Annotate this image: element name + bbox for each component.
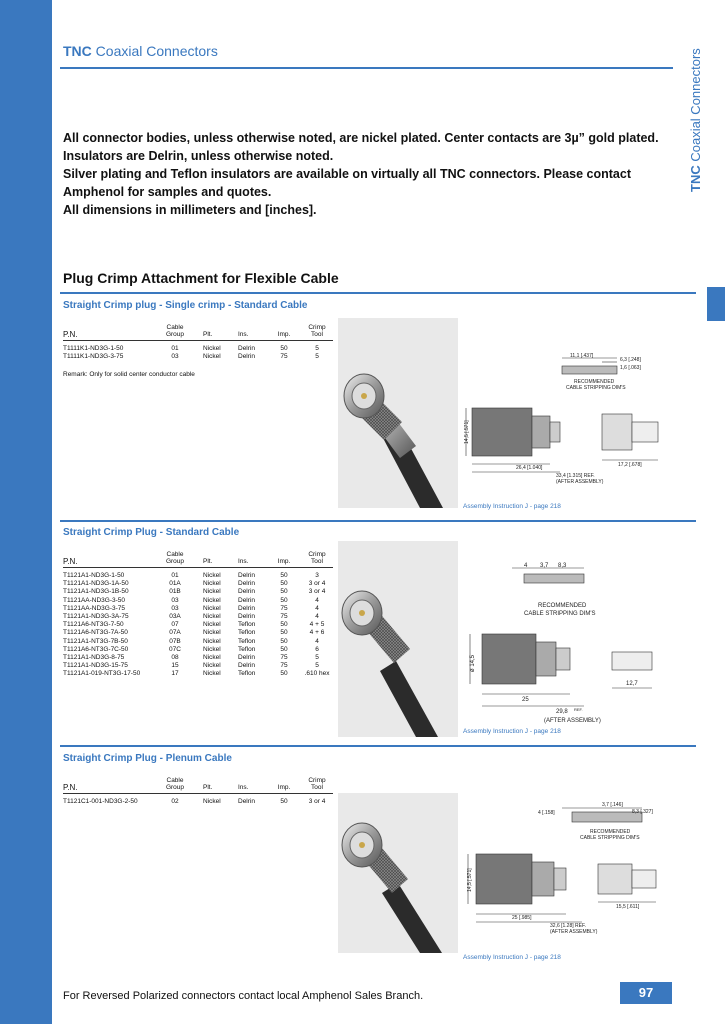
- cell-pn: T1121AA-ND3G-3-50: [63, 596, 126, 604]
- cell-pn: T1111K1-ND3G-1-50: [63, 345, 124, 352]
- col-plt: Plt.: [203, 331, 213, 338]
- cell-plating: Nickel: [203, 604, 221, 612]
- table-row: [63, 621, 333, 629]
- cell-plating: Nickel: [203, 588, 221, 596]
- col-crimp-tool: Crimp Tool: [308, 551, 326, 565]
- dim-label: RECOMMENDED: [538, 603, 587, 609]
- cell-impedance: 50: [280, 670, 288, 678]
- dim-label: 4 [.158]: [538, 810, 555, 816]
- dim-label: 3,7: [540, 563, 549, 569]
- dim-label: (AFTER ASSEMBLY): [556, 479, 604, 485]
- product-block-standard-cable: [63, 527, 333, 678]
- dim-label: 3,7 [.146]: [602, 802, 623, 808]
- cell-impedance: 50: [280, 580, 288, 588]
- cell-impedance: 50: [280, 596, 288, 604]
- block-title: Straight Crimp Plug - Standard Cable: [63, 527, 240, 538]
- section-title: Plug Crimp Attachment for Flexible Cable: [63, 270, 339, 286]
- col-imp: Imp.: [277, 558, 291, 565]
- dim-label: 8,3 [.327]: [632, 809, 653, 815]
- cell-impedance: 75: [280, 353, 288, 361]
- cell-pn: T1121AA-ND3G-3-75: [63, 604, 126, 612]
- cell-cable-group: 15: [171, 662, 179, 670]
- table-row: [63, 670, 333, 678]
- table-row: [63, 638, 333, 646]
- cell-impedance: 50: [280, 637, 288, 645]
- block-divider: [60, 745, 696, 747]
- product-photo-standard-cable: [338, 541, 458, 737]
- cell-plating: Nickel: [203, 621, 221, 629]
- cell-cable-group: 17: [171, 670, 179, 678]
- dimension-drawing-standard-cable: [462, 560, 672, 728]
- cell-plating: Nickel: [203, 629, 221, 637]
- cell-crimp-tool: 5: [315, 353, 319, 361]
- cell-plating: Nickel: [203, 670, 221, 678]
- assembly-instruction-link[interactable]: Assembly Instruction J - page 218: [463, 728, 561, 735]
- header-title-text: Coaxial Connectors: [95, 43, 218, 59]
- dim-label: 4: [524, 563, 528, 569]
- dim-label: 6,3 [.248]: [620, 357, 641, 363]
- dim-label: CABLE STRIPPING DIM'S: [580, 835, 640, 841]
- table-row: [63, 572, 333, 580]
- cell-plating: Nickel: [203, 637, 221, 645]
- table-header: [63, 542, 333, 568]
- cell-impedance: 50: [280, 645, 288, 653]
- page-header-title: [63, 43, 218, 59]
- cell-crimp-tool: 6: [315, 645, 319, 653]
- table-row: [63, 597, 333, 605]
- cell-cable-group: 07B: [169, 637, 181, 645]
- cell-pn: T1121A6-NT3G-7C-50: [63, 645, 129, 653]
- product-photo-plenum-cable: [338, 793, 458, 953]
- cell-crimp-tool: 3 or 4: [308, 588, 326, 596]
- col-pn: P.N.: [63, 783, 78, 792]
- cell-impedance: 50: [280, 621, 288, 629]
- col-pn: P.N.: [63, 557, 78, 566]
- cell-pn: T1121A1-ND3G-1-50: [63, 572, 125, 579]
- cell-crimp-tool: 4 + 6: [309, 629, 325, 637]
- dim-label: 8,3: [558, 563, 567, 569]
- cell-cable-group: 08: [171, 653, 179, 661]
- cell-cable-group: 07: [171, 621, 179, 629]
- table-header: [63, 315, 333, 341]
- cell-crimp-tool: 5: [315, 653, 319, 661]
- table-header: [63, 768, 333, 794]
- cell-plating: Nickel: [203, 572, 221, 579]
- table-row: [63, 613, 333, 621]
- cell-impedance: 75: [280, 612, 288, 620]
- cell-insulator: Delrin: [238, 604, 255, 612]
- cell-cable-group: 07A: [169, 629, 181, 637]
- dim-label: 14,5 [.571]: [464, 420, 470, 444]
- dim-label: 26,4 [1.040]: [516, 465, 543, 471]
- col-imp: Imp.: [277, 784, 291, 791]
- assembly-instruction-link[interactable]: Assembly Instruction J - page 218: [463, 954, 561, 961]
- cell-pn: T1121A1-ND3G-3A-75: [63, 612, 129, 620]
- table-row: [63, 345, 333, 353]
- table-row: [63, 662, 333, 670]
- cell-cable-group: 03: [171, 604, 179, 612]
- table-row: [63, 353, 333, 361]
- cell-impedance: 50: [280, 345, 288, 352]
- block-title: Straight Crimp plug - Single crimp - Standard Cable: [63, 300, 308, 311]
- remark: Remark: Only for solid center conductor cable: [63, 371, 195, 379]
- cell-plating: Nickel: [203, 645, 221, 653]
- assembly-instruction-link[interactable]: Assembly Instruction J - page 218: [463, 503, 561, 510]
- cell-crimp-tool: 3: [315, 572, 319, 579]
- cell-pn: T1121A1-ND3G-1B-50: [63, 588, 129, 596]
- cell-insulator: Teflon: [238, 621, 256, 629]
- cell-plating: Nickel: [203, 596, 221, 604]
- table-rows: [63, 572, 333, 678]
- dim-label: 12,7: [626, 681, 638, 687]
- dim-label: 11,1 [.437]: [570, 353, 594, 359]
- cell-crimp-tool: 4 + 5: [309, 621, 325, 629]
- cell-plating: Nickel: [203, 612, 221, 620]
- cell-crimp-tool: .610 hex: [304, 670, 330, 678]
- cell-pn: T1121A1-ND3G-8-75: [63, 653, 125, 661]
- intro-line: All connector bodies, unless otherwise noted, are nickel plated. Center contacts are 3µ” gold plated.: [63, 131, 659, 145]
- cell-pn: T1121A6-NT3G-7A-50: [63, 629, 128, 637]
- col-crimp-tool: Crimp Tool: [308, 324, 326, 338]
- cell-impedance: 75: [280, 653, 288, 661]
- cell-plating: Nickel: [203, 345, 221, 352]
- header-brand: TNC: [63, 43, 92, 59]
- cell-cable-group: 03: [171, 596, 179, 604]
- cell-crimp-tool: 4: [315, 604, 319, 612]
- cell-cable-group: 01: [171, 572, 179, 579]
- cell-cable-group: 03A: [169, 612, 181, 620]
- right-tab-marker: [707, 287, 725, 321]
- dimension-drawing-single-crimp: [462, 350, 672, 500]
- col-ins: Ins.: [238, 784, 249, 791]
- dim-label: 15,5 [.611]: [616, 904, 640, 910]
- col-plt: Plt.: [203, 784, 213, 791]
- col-imp: Imp.: [277, 331, 291, 338]
- left-color-band: [0, 0, 52, 1024]
- cell-insulator: Teflon: [238, 670, 256, 678]
- cell-impedance: 75: [280, 662, 288, 670]
- dim-label: CABLE STRIPPING DIM'S: [566, 385, 626, 391]
- cell-insulator: Delrin: [238, 353, 255, 361]
- cell-pn: T1121A1-ND3G-15-75: [63, 662, 128, 670]
- cell-pn: T1121A1-019-NT3G-17-50: [63, 670, 141, 678]
- cell-pn: T1111K1-ND3G-3-75: [63, 353, 124, 361]
- product-block-single-crimp: [63, 300, 333, 378]
- dim-label: RECOMMENDED: [590, 829, 631, 835]
- dim-label: (AFTER ASSEMBLY): [544, 718, 601, 724]
- page-number: 97: [620, 982, 672, 1004]
- intro-line: Insulators are Delrin, unless otherwise noted.: [63, 149, 334, 163]
- table-row: [63, 798, 333, 806]
- cell-pn: T1121A1-NT3G-7B-50: [63, 637, 128, 645]
- dim-label: 32,6 [1.28] REF.: [550, 923, 586, 929]
- col-cable-group: Cable Group: [165, 324, 185, 338]
- cell-plating: Nickel: [203, 353, 221, 361]
- cell-plating: Nickel: [203, 662, 221, 670]
- col-pn: P.N.: [63, 330, 78, 339]
- dim-label: 14,5 [.571]: [467, 868, 473, 892]
- dim-label: 17,2 [.678]: [618, 462, 642, 468]
- cell-insulator: Delrin: [238, 596, 255, 604]
- cell-insulator: Delrin: [238, 653, 255, 661]
- cell-insulator: Delrin: [238, 345, 255, 352]
- col-cable-group: Cable Group: [165, 777, 185, 791]
- cell-insulator: Delrin: [238, 612, 255, 620]
- section-rule: [60, 292, 696, 294]
- table-row: [63, 654, 333, 662]
- cell-impedance: 50: [280, 572, 288, 579]
- cell-insulator: Teflon: [238, 629, 256, 637]
- dim-label: 29,8: [556, 709, 568, 715]
- cell-plating: Nickel: [203, 798, 221, 805]
- table-row: [63, 588, 333, 596]
- dimension-drawing-plenum-cable: [462, 800, 672, 950]
- cell-cable-group: 03: [171, 353, 179, 361]
- cell-insulator: Delrin: [238, 798, 255, 805]
- table-row: [63, 646, 333, 654]
- cell-cable-group: 02: [171, 798, 179, 805]
- dim-label: ø 14,5: [470, 654, 476, 672]
- cell-crimp-tool: 4: [315, 637, 319, 645]
- cell-insulator: Delrin: [238, 588, 255, 596]
- cell-insulator: Delrin: [238, 662, 255, 670]
- cell-crimp-tool: 5: [315, 345, 319, 352]
- col-crimp-tool: Crimp Tool: [308, 777, 326, 791]
- cell-insulator: Delrin: [238, 580, 255, 588]
- cell-plating: Nickel: [203, 580, 221, 588]
- cell-impedance: 50: [280, 629, 288, 637]
- table-rows: [63, 798, 333, 806]
- col-ins: Ins.: [238, 331, 249, 338]
- cell-crimp-tool: 5: [315, 662, 319, 670]
- product-photo-single-crimp: [338, 318, 458, 508]
- table-row: [63, 629, 333, 637]
- cell-pn: T1121C1-001-ND3G-2-50: [63, 798, 138, 805]
- side-tab-title: TNC Coaxial Connectors: [688, 48, 703, 192]
- cell-crimp-tool: 4: [315, 596, 319, 604]
- block-title: Straight Crimp Plug - Plenum Cable: [63, 753, 232, 764]
- table-row: [63, 580, 333, 588]
- cell-pn: T1121A1-ND3G-1A-50: [63, 580, 129, 588]
- intro-text: [63, 129, 678, 219]
- footer-note: For Reversed Polarized connectors contact local Amphenol Sales Branch.: [63, 990, 424, 1002]
- cell-cable-group: 01A: [169, 580, 181, 588]
- dim-label: RECOMMENDED: [574, 379, 615, 385]
- table-row: [63, 605, 333, 613]
- dim-label: CABLE STRIPPING DIM'S: [524, 611, 596, 617]
- dim-label: REF.: [574, 707, 583, 712]
- cell-impedance: 50: [280, 798, 288, 805]
- col-cable-group: Cable Group: [165, 551, 185, 565]
- cell-impedance: 50: [280, 588, 288, 596]
- cell-insulator: Delrin: [238, 572, 255, 579]
- cell-crimp-tool: 3 or 4: [308, 580, 326, 588]
- dim-label: 1,6 [.063]: [620, 365, 641, 371]
- cell-cable-group: 01: [171, 345, 179, 352]
- table-rows: [63, 345, 333, 361]
- intro-line: All dimensions in millimeters and [inches].: [63, 203, 317, 217]
- col-plt: Plt.: [203, 558, 213, 565]
- col-ins: Ins.: [238, 558, 249, 565]
- cell-insulator: Teflon: [238, 645, 256, 653]
- header-rule: [60, 67, 673, 69]
- cell-crimp-tool: 4: [315, 612, 319, 620]
- cell-pn: T1121A6-NT3G-7-50: [63, 621, 124, 629]
- dim-label: 25 [.985]: [512, 915, 532, 921]
- dim-label: (AFTER ASSEMBLY): [550, 929, 598, 935]
- product-block-plenum-cable: [63, 753, 333, 806]
- intro-line: Amphenol for samples and quotes.: [63, 185, 272, 199]
- cell-impedance: 75: [280, 604, 288, 612]
- dim-label: 25: [522, 697, 529, 703]
- cell-cable-group: 07C: [169, 645, 181, 653]
- cell-cable-group: 01B: [169, 588, 181, 596]
- intro-line: Silver plating and Teflon insulators are available on virtually all TNC connectors. Please contact: [63, 167, 631, 181]
- cell-crimp-tool: 3 or 4: [308, 798, 326, 805]
- dim-label: 33,4 [1.315] REF.: [556, 473, 595, 479]
- cell-insulator: Teflon: [238, 637, 256, 645]
- block-divider: [60, 520, 696, 522]
- cell-plating: Nickel: [203, 653, 221, 661]
